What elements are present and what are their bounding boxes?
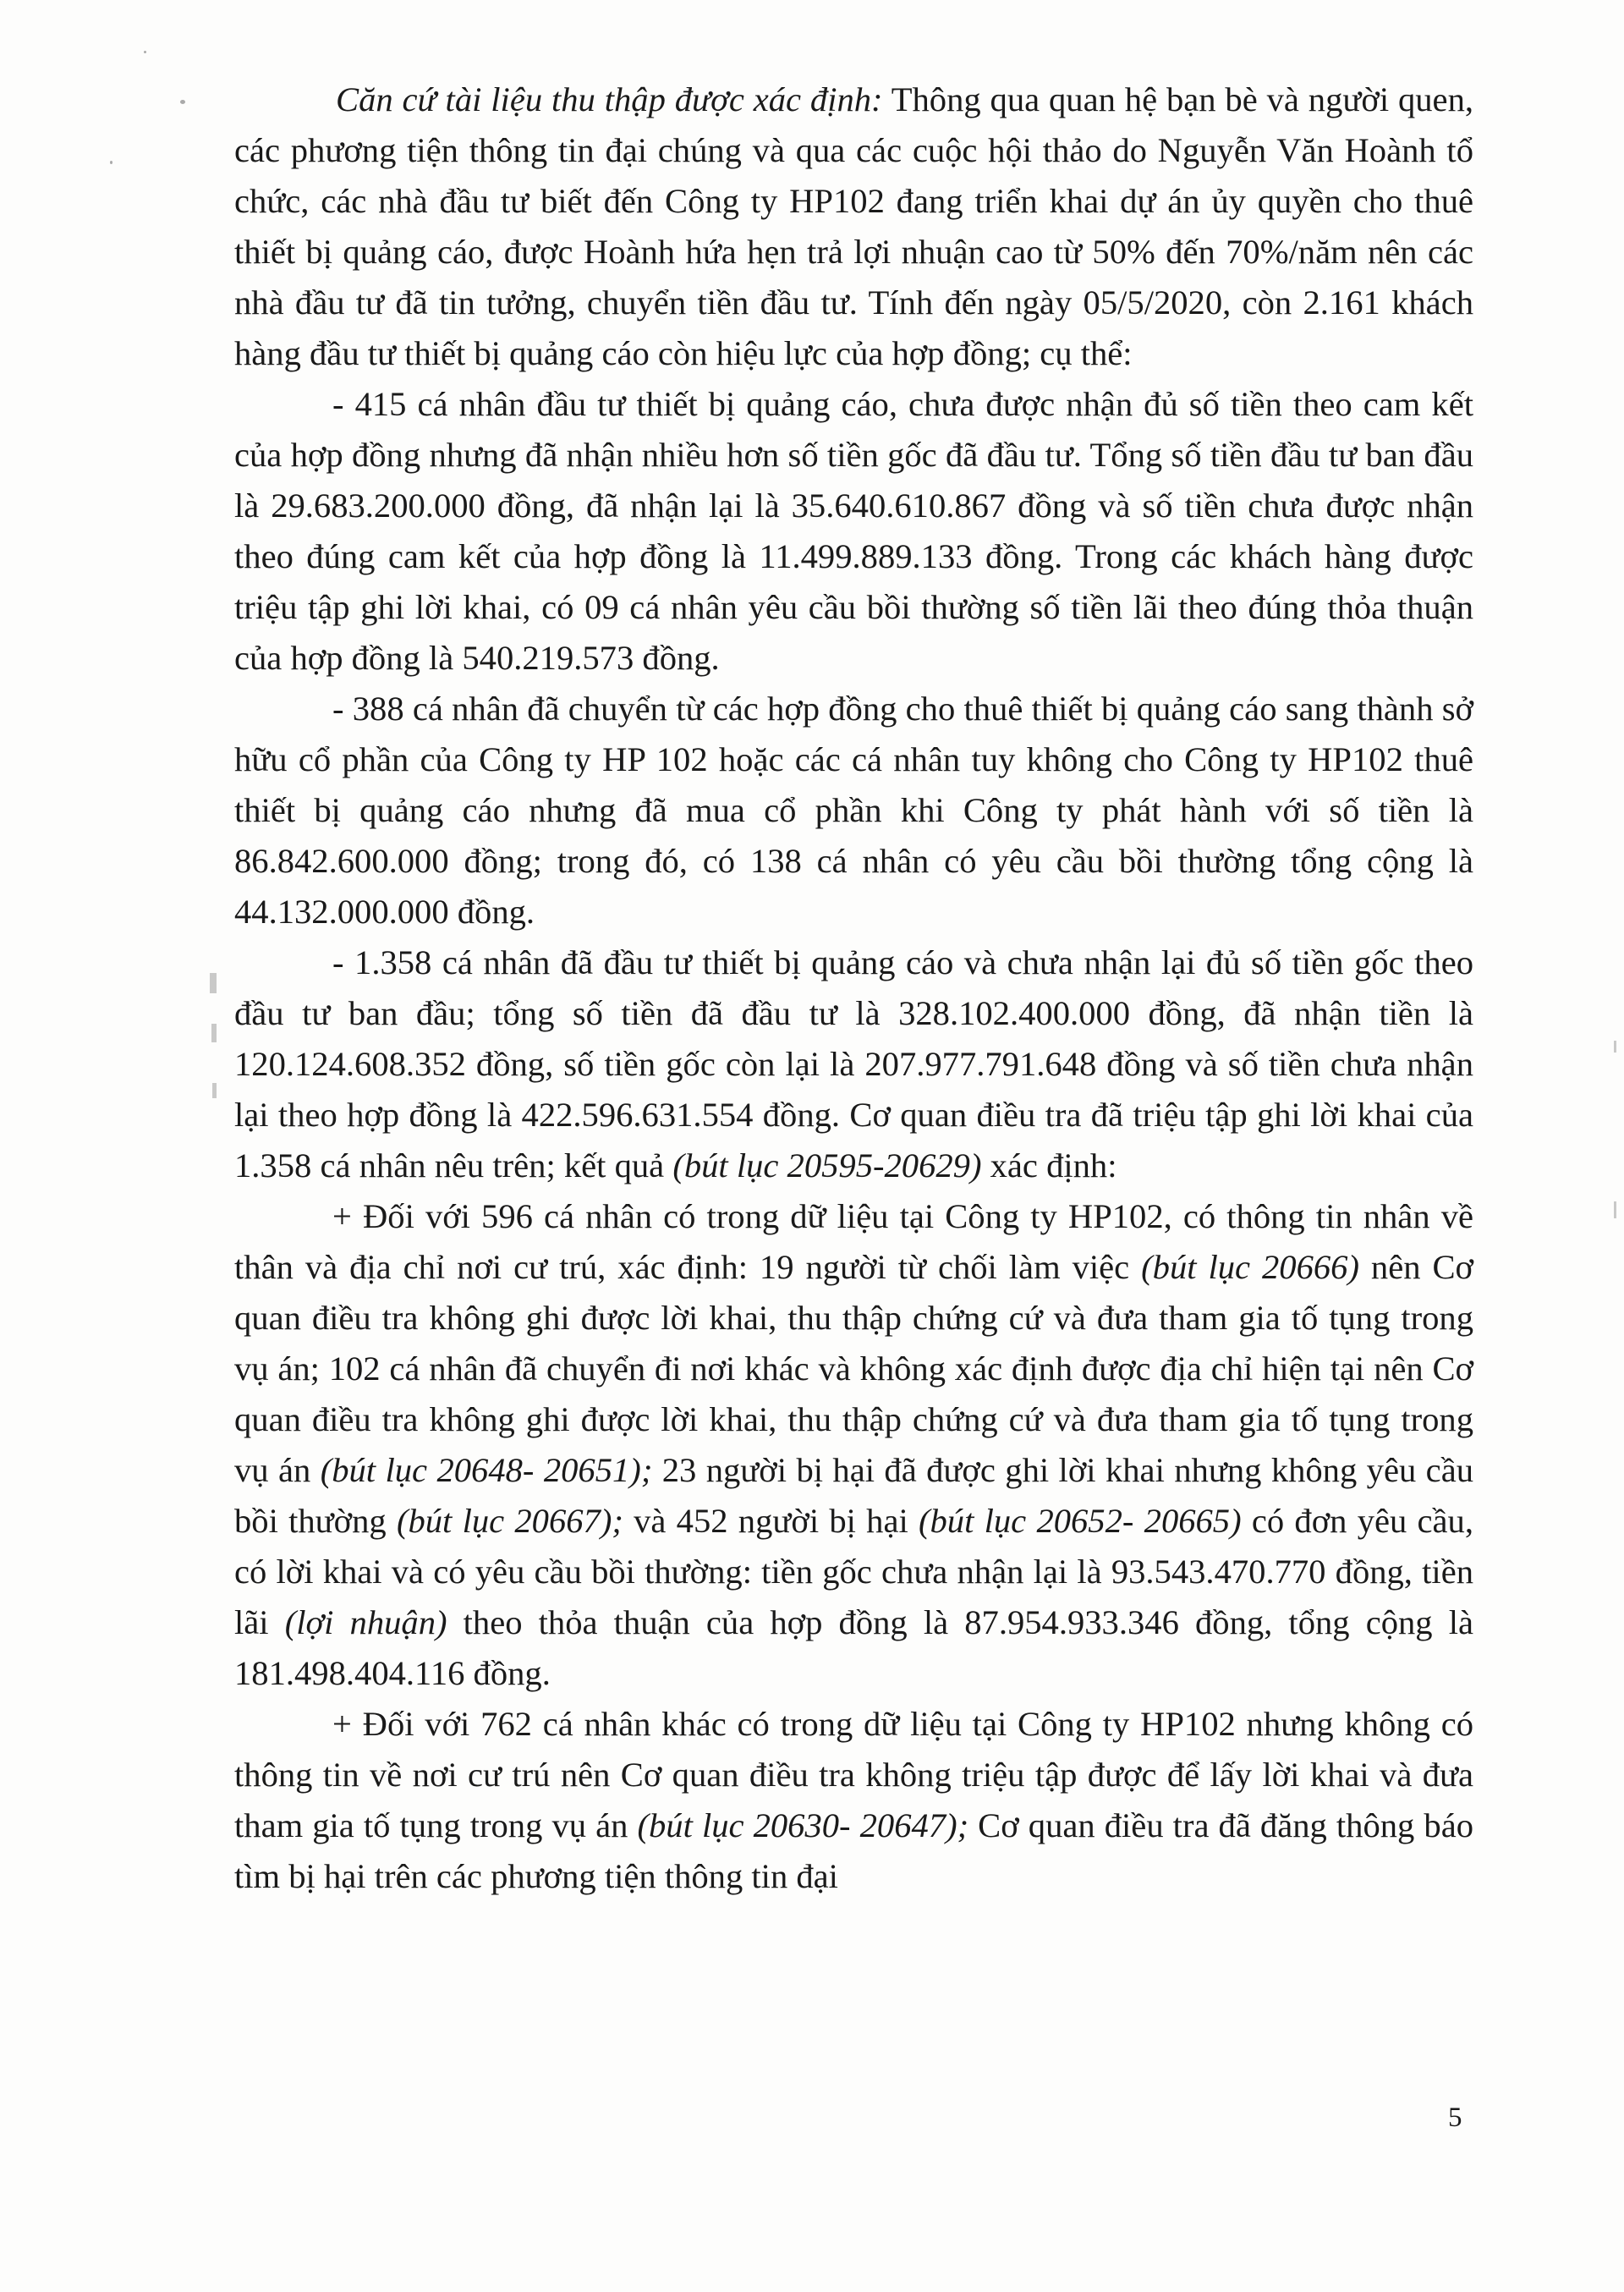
scan-mark	[212, 1083, 217, 1098]
paragraph-text: - 1.358 cá nhân đã đầu tư thiết bị quảng cáo và chưa nhận lại đủ số tiền gốc theo đầu tư ban đầu; tổng số tiền đã đầu tư là 328.102.400.000 đồng, đã nhận tiền là 120.124.608.352 đồng, số tiền gốc còn lại là 207.977.791.648 đồng và số tiền chưa nhận lại theo hợp đồng là 422.596.631.554 đồng. Cơ quan điều tra đã triệu tập ghi lời khai của 1.358 cá nhân nêu trên; kết quả	[234, 943, 1473, 1184]
citation: (lợi nhuận)	[284, 1603, 447, 1641]
scan-speck	[110, 161, 112, 164]
paragraph-762-individuals	[234, 1699, 1473, 1902]
body-text	[234, 74, 1473, 1902]
paragraph-1358-individuals	[234, 937, 1473, 1191]
paragraph-415-individuals	[234, 379, 1473, 684]
paragraph-text: theo thỏa thuận của hợp đồng là 87.954.933.346 đồng, tổng cộng là 181.498.404.116 đồng.	[234, 1603, 1473, 1692]
paragraph-text: xác định:	[981, 1146, 1117, 1184]
citation: (bút lục 20667);	[396, 1502, 623, 1540]
scan-speck	[180, 100, 185, 104]
citation: (bút lục 20630- 20647);	[637, 1806, 969, 1844]
paragraph-text: và 452 người bị hại	[623, 1502, 919, 1540]
intro-lead-italic: Căn cứ tài liệu thu thập được xác định:	[336, 80, 883, 118]
paragraph-intro	[234, 74, 1473, 379]
citation: (bút lục 20652- 20665)	[919, 1502, 1242, 1540]
citation: (bút lục 20666)	[1141, 1248, 1359, 1286]
scan-mark	[211, 1024, 217, 1042]
paragraph-text: + Đối với 762 cá nhân khác có trong dữ liệu tại Công ty HP102 nhưng không có thông tin về nơi cư trú nên Cơ quan điều tra không triệu tập được để lấy lời khai và đưa tham gia tố tụng trong vụ án	[234, 1705, 1473, 1844]
citation: (bút lục 20648- 20651);	[320, 1451, 653, 1489]
scan-mark	[1614, 1041, 1616, 1053]
scan-mark	[210, 973, 217, 993]
citation: (bút lục 20595-20629)	[672, 1146, 982, 1184]
paragraph-text: + Đối với 596 cá nhân có trong dữ liệu tại Công ty HP102, có thông tin nhân về thân và địa chỉ nơi cư trú, xác định: 19 người từ chối làm việc	[234, 1197, 1473, 1286]
paragraph-596-individuals	[234, 1191, 1473, 1699]
paragraph-text: Cơ quan điều tra đã đăng thông báo tìm bị hại trên các phương tiện thông tin đại	[234, 1806, 1473, 1895]
scan-speck	[144, 51, 146, 53]
paragraph-388-individuals	[234, 684, 1473, 937]
paragraph-text: có đơn yêu cầu, có lời khai và có yêu cầu bồi thường: tiền gốc chưa nhận lại là 93.543.470.770 đồng, tiền lãi	[234, 1502, 1473, 1641]
page-number: 5	[1448, 2102, 1462, 2133]
paragraph-text: - 388 cá nhân đã chuyển từ các hợp đồng cho thuê thiết bị quảng cáo sang thành sở hữu cổ phần của Công ty HP 102 hoặc các cá nhân tuy không cho Công ty HP102 thuê thiết bị quảng cáo nhưng đã mua cổ phần khi Công ty phát hành với số tiền là 86.842.600.000 đồng; trong đó, có 138 cá nhân có yêu cầu bồi thường tổng cộng là 44.132.000.000 đồng.	[234, 690, 1473, 931]
paragraph-text: nên Cơ quan điều tra không ghi được lời khai, thu thập chứng cứ và đưa tham gia tố tụng trong vụ án; 102 cá nhân đã chuyển đi nơi khác và không xác định được địa chỉ hiện tại nên Cơ quan điều tra không ghi được lời khai, thu thập chứng cứ và đưa tham gia tố tụng trong vụ án	[234, 1248, 1474, 1489]
scan-mark	[1614, 1201, 1616, 1218]
intro-text: Thông qua quan hệ bạn bè và người quen, các phương tiện thông tin đại chúng và qua các cuộc hội thảo do Nguyễn Văn Hoành tổ chức, các nhà đầu tư biết đến Công ty HP102 đang triển khai dự án ủy quyền cho thuê thiết bị quảng cáo, được Hoành hứa hẹn trả lợi nhuận cao từ 50% đến 70%/năm nên các nhà đầu tư đã tin tưởng, chuyển tiền đầu tư. Tính đến ngày 05/5/2020, còn 2.161 khách hàng đầu tư thiết bị quảng cáo còn hiệu lực của hợp đồng; cụ thể:	[234, 80, 1474, 372]
paragraph-text: - 415 cá nhân đầu tư thiết bị quảng cáo, chưa được nhận đủ số tiền theo cam kết của hợp đồng nhưng đã nhận nhiều hơn số tiền gốc đã đầu tư. Tổng số tiền đầu tư ban đầu là 29.683.200.000 đồng, đã nhận lại là 35.640.610.867 đồng và số tiền chưa được nhận theo đúng cam kết của hợp đồng là 11.499.889.133 đồng. Trong các khách hàng được triệu tập ghi lời khai, có 09 cá nhân yêu cầu bồi thường số tiền lãi theo đúng thỏa thuận của hợp đồng là 540.219.573 đồng.	[234, 385, 1473, 677]
paragraph-text: 23 người bị hại đã được ghi lời khai nhưng không yêu cầu bồi thường	[234, 1451, 1473, 1540]
